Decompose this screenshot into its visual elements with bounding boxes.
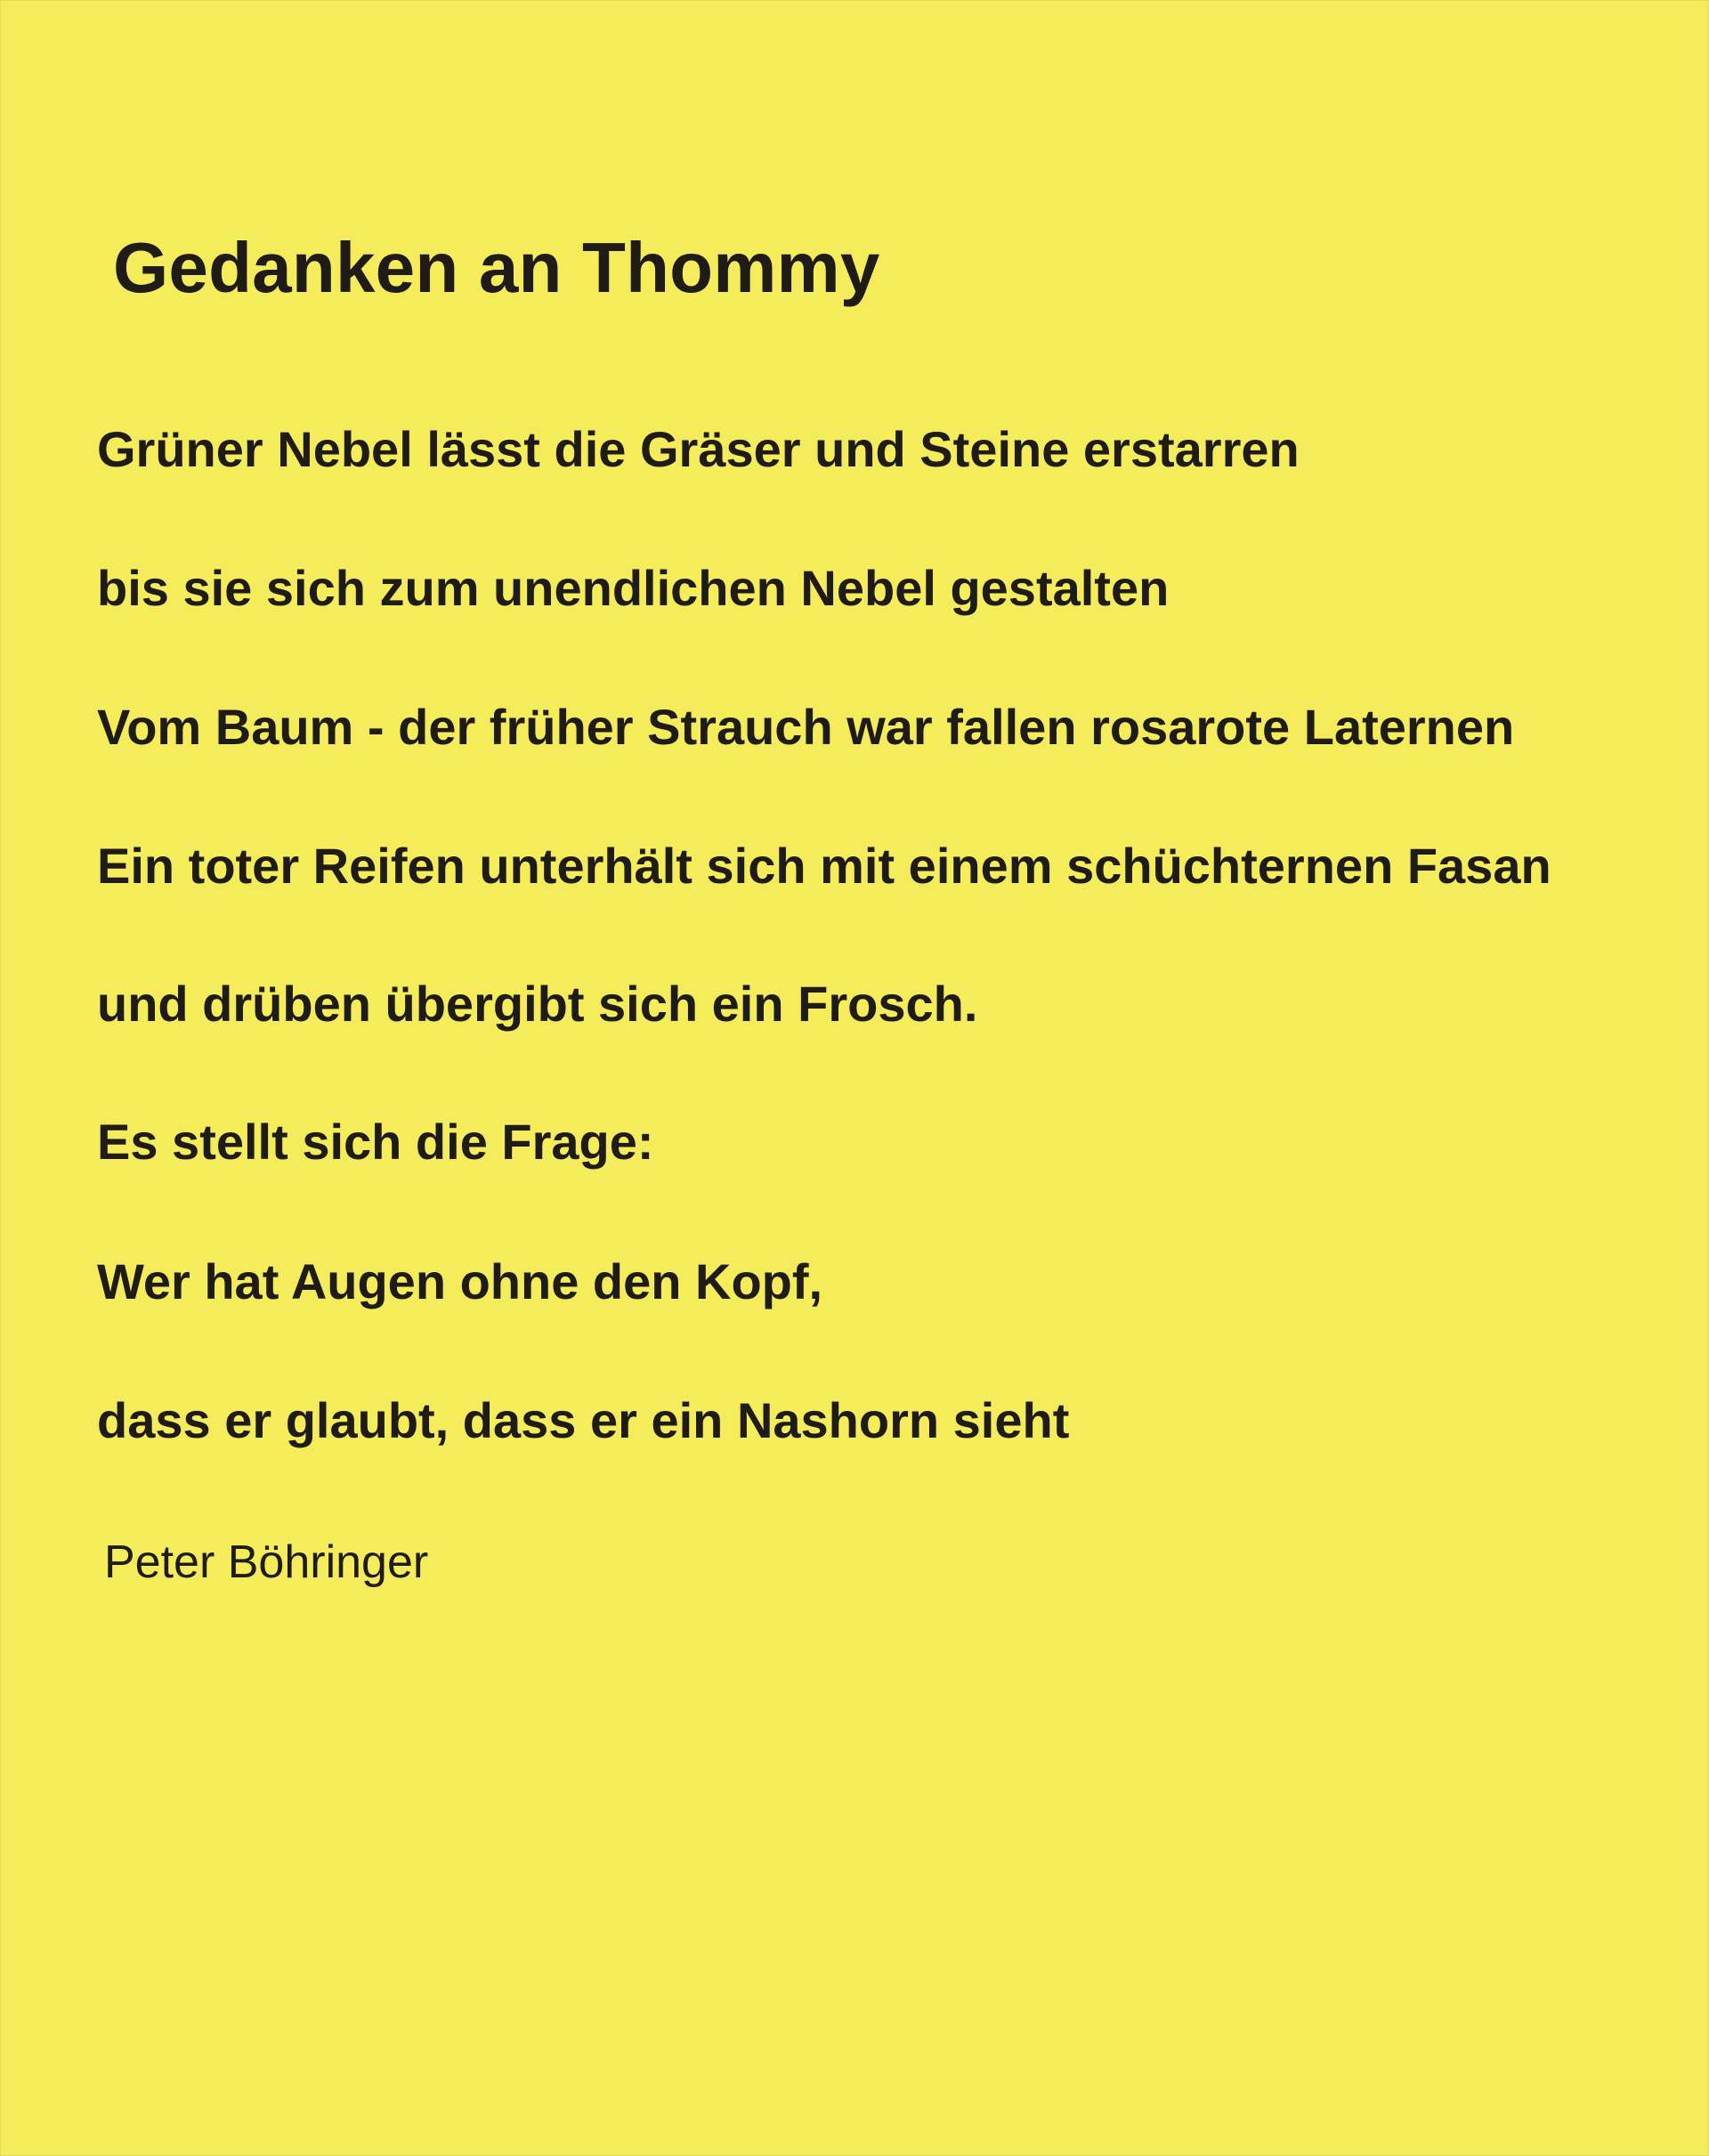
poem-line: Es stellt sich die Frage: [97, 1114, 654, 1170]
poem-line: bis sie sich zum unendlichen Nebel gestalten [97, 560, 1170, 616]
poem-line: und drüben übergibt sich ein Frosch. [97, 976, 978, 1032]
poem-line: Grüner Nebel lässt die Gräser und Steine erstarren [97, 421, 1300, 477]
author-name: Peter Böhringer [104, 1536, 429, 1588]
poem-title: Gedanken an Thommy [113, 228, 880, 307]
poem-line: dass er glaubt, dass er ein Nashorn sieht [97, 1392, 1070, 1448]
poem-line: Vom Baum - der früher Strauch war fallen rosarote Laternen [97, 699, 1515, 755]
poem-line: Wer hat Augen ohne den Kopf, [97, 1253, 823, 1309]
poem-line: Ein toter Reifen unterhält sich mit einem schüchternen Fasan [97, 838, 1551, 894]
